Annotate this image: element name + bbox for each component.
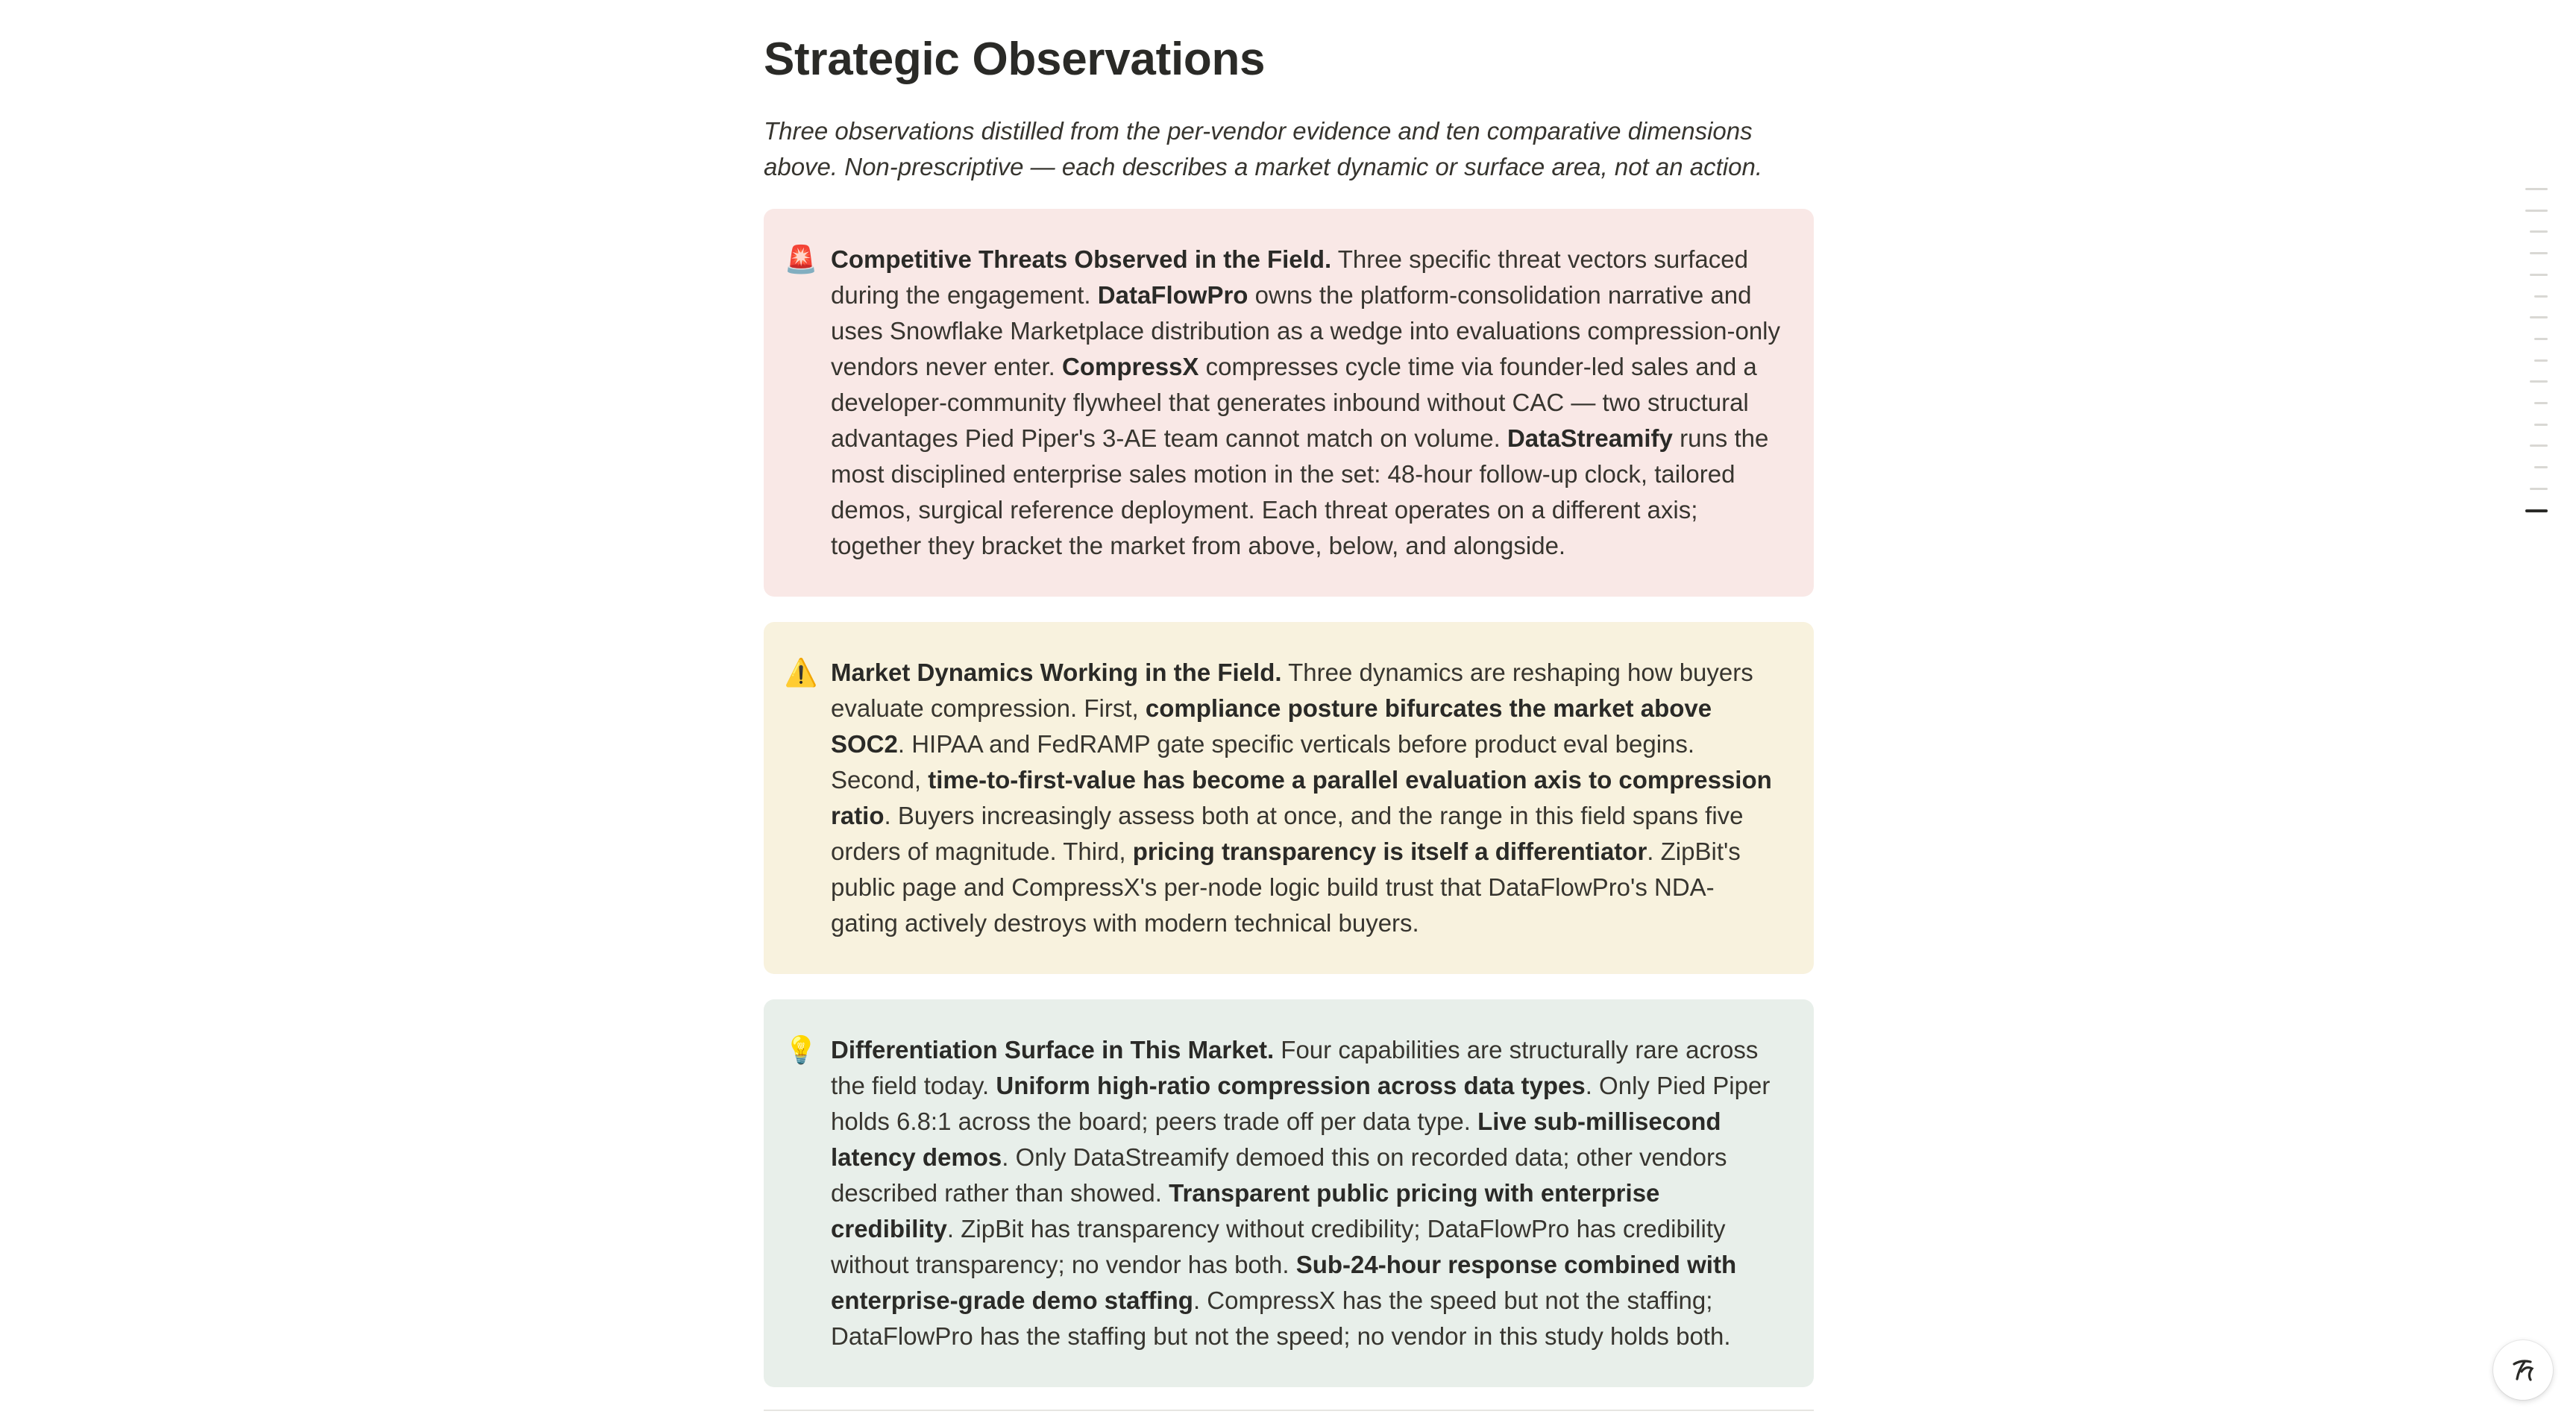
divider [764, 1410, 1814, 1411]
text-run: . HIPAA and FedRAMP gate specific verticals before product eval begins. Second, [831, 730, 1695, 794]
toc-entry-marker[interactable] [2534, 466, 2548, 468]
text-run: runs the most disciplined enterprise sales motion in the set: 48-hour follow-up clock, tailored demos, surgical reference deployment. Each threat operates on a different axis; together they bracket the market from above, below, and alongside. [831, 424, 1769, 559]
bold-phrase: Live sub-millisecond latency demos [831, 1108, 1721, 1171]
bold-phrase: pricing transparency is itself a differentiator [1132, 838, 1647, 865]
bold-phrase: Market Dynamics Working in the Field. [831, 659, 1282, 686]
page-content [764, 0, 1814, 1420]
text-run: . Only Pied Piper holds 6.8:1 across the board; peers trade off per data type. [831, 1072, 1771, 1135]
text-run: . ZipBit has transparency without credibility; DataFlowPro has credibility without transparency; no vendor has both. [831, 1215, 1726, 1278]
text-run: owns the platform-consolidation narrative and uses Snowflake Marketplace distribution as a wedge into evaluations compression-only vendors never enter. [831, 281, 1781, 380]
text-run: . Buyers increasingly assess both at once, and the range in this field spans five orders of magnitude. Third, [831, 802, 1744, 865]
text-run: . Only DataStreamify demoed this on recorded data; other vendors described rather than showed. [831, 1143, 1727, 1207]
toc-entry-marker[interactable] [2530, 316, 2548, 318]
text-run: . CompressX has the speed but not the staffing; DataFlowPro has the staffing but not the speed; no vendor in this study holds both. [831, 1287, 1731, 1350]
toc-entry-marker[interactable] [2534, 359, 2548, 362]
toc-entry-marker[interactable] [2534, 424, 2548, 426]
bold-phrase: Differentiation Surface in This Market. [831, 1036, 1275, 1064]
bold-phrase: Uniform high-ratio compression across data types [996, 1072, 1586, 1099]
page-title: Strategic Observations [764, 34, 1266, 85]
bold-phrase: Transparent public pricing with enterprise credibility [831, 1179, 1660, 1242]
text-run: . ZipBit's public page and CompressX's per-node logic build trust that DataFlowPro's NDA-gating actively destroys with modern technical buyers. [831, 838, 1741, 937]
toc-entry-marker[interactable] [2530, 488, 2548, 490]
text-run: Three specific threat vectors surfaced during the engagement. [831, 245, 1748, 309]
toc-entry-marker[interactable] [2530, 274, 2548, 276]
toc-entry-marker[interactable] [2530, 444, 2548, 447]
callout-differentiation-surface [764, 999, 1814, 1387]
lightbulb-icon: 💡 [784, 1034, 818, 1065]
bold-phrase: DataStreamify [1507, 424, 1673, 452]
help-icon [2508, 1355, 2538, 1385]
toc-entry-marker[interactable] [2530, 380, 2548, 383]
callout-text [831, 242, 1781, 564]
callout-text [831, 1032, 1781, 1354]
bold-phrase: CompressX [1062, 353, 1199, 380]
callout-competitive-threats [764, 209, 1814, 597]
bold-phrase: Sub-24-hour response combined with enterprise-grade demo staffing [831, 1251, 1737, 1314]
toc-entry-marker[interactable] [2534, 338, 2548, 340]
callout-text [831, 655, 1781, 941]
intro-paragraph: Three observations distilled from the per-vendor evidence and ten comparative dimensions above. Non-prescriptive — each describes a market dynamic or surface area, not an action. [764, 117, 1762, 180]
text-run: compresses cycle time via founder-led sales and a developer-community flywheel that generates inbound without CAC — two structural advantages Pied Piper's 3-AE team cannot match on volume. [831, 353, 1757, 452]
toc-entry-marker[interactable] [2534, 295, 2548, 298]
siren-icon: 🚨 [784, 244, 818, 274]
toc-entry-marker[interactable] [2525, 509, 2548, 512]
toc-entry-marker[interactable] [2525, 188, 2548, 190]
callout-market-dynamics [764, 622, 1814, 974]
toc-entry-marker[interactable] [2534, 402, 2548, 404]
bold-phrase: DataFlowPro [1097, 281, 1248, 309]
text-run: Four capabilities are structurally rare across the field today. [831, 1036, 1759, 1099]
bold-phrase: compliance posture bifurcates the market above SOC2 [831, 694, 1712, 758]
toc-entry-marker[interactable] [2530, 252, 2548, 254]
text-run: Three dynamics are reshaping how buyers evaluate compression. First, [831, 659, 1753, 722]
toc-entry-marker[interactable] [2525, 210, 2548, 212]
bold-phrase: Competitive Threats Observed in the Field. [831, 245, 1332, 273]
warning-icon: ⚠️ [784, 657, 818, 688]
help-button[interactable] [2493, 1340, 2553, 1400]
toc-entry-marker[interactable] [2530, 230, 2548, 233]
bold-phrase: time-to-first-value has become a parallel evaluation axis to compression ratio [831, 766, 1772, 829]
